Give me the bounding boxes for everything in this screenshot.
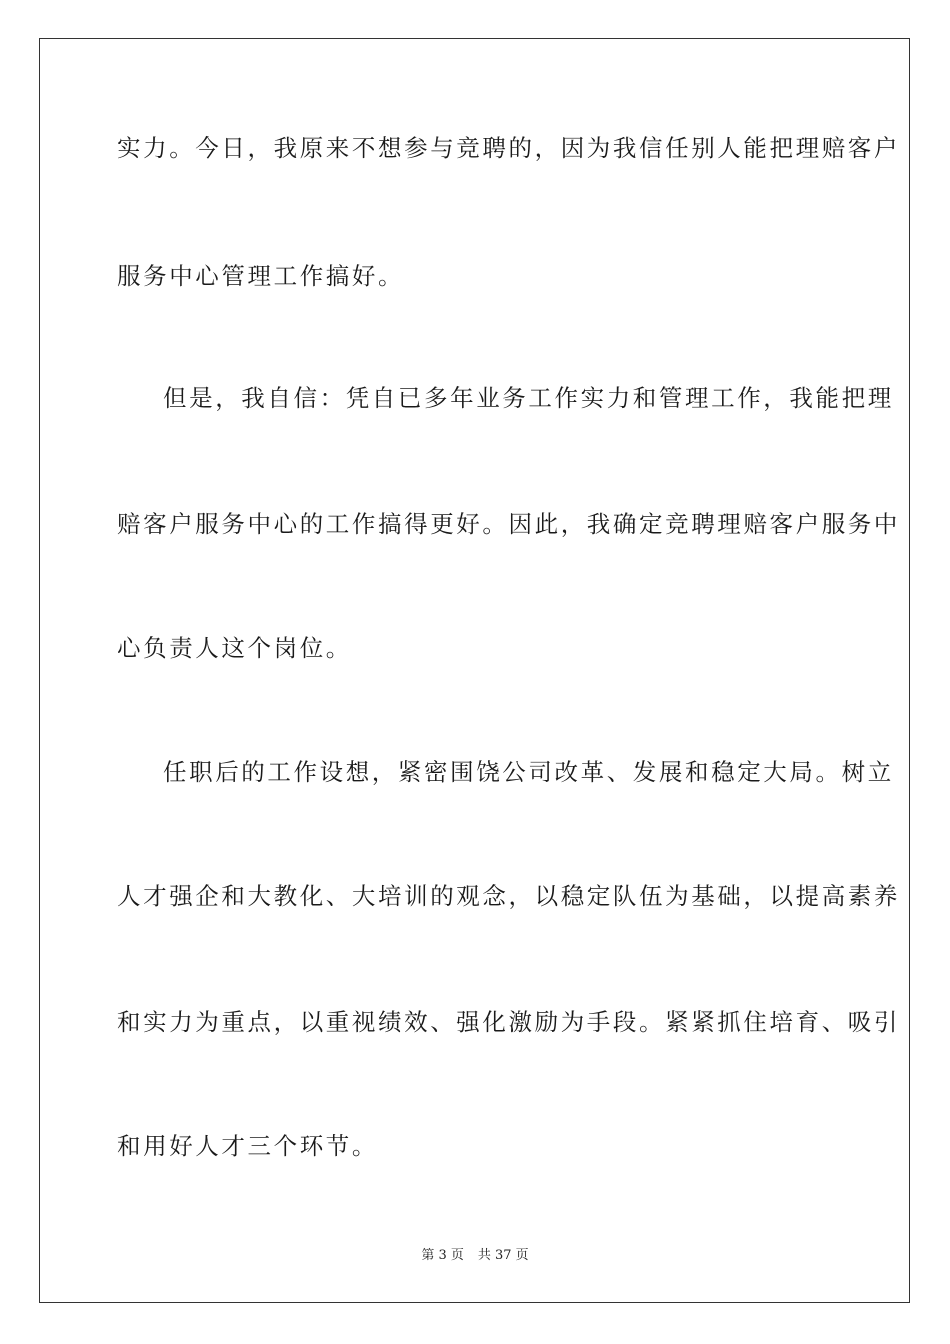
- body-line-6: 任职后的工作设想，紧密围饶公司改革、发展和稳定大局。树立: [163, 758, 894, 786]
- page-footer: [0, 1248, 950, 1264]
- body-line-3: 但是，我自信：凭自已多年业务工作实力和管理工作，我能把理: [163, 384, 894, 412]
- body-line-8: 和实力为重点，以重视绩效、强化激励为手段。紧紧抓住培育、吸引: [117, 1008, 900, 1036]
- body-line-4: 赔客户服务中心的工作搞得更好。因此，我确定竞聘理赔客户服务中: [117, 510, 900, 538]
- body-line-1: 实力。今日，我原来不想参与竞聘的，因为我信任别人能把理赔客户: [117, 134, 900, 162]
- page-frame: [39, 38, 910, 1303]
- body-line-2: 服务中心管理工作搞好。: [117, 262, 405, 290]
- body-line-5: 心负责人这个岗位。: [117, 634, 352, 662]
- page-number: 第 3 页: [421, 1248, 464, 1263]
- body-line-7: 人才强企和大教化、大培训的观念，以稳定队伍为基础，以提高素养: [117, 882, 900, 910]
- page-total: 共 37 页: [477, 1248, 529, 1263]
- body-line-9: 和用好人才三个环节。: [117, 1132, 378, 1160]
